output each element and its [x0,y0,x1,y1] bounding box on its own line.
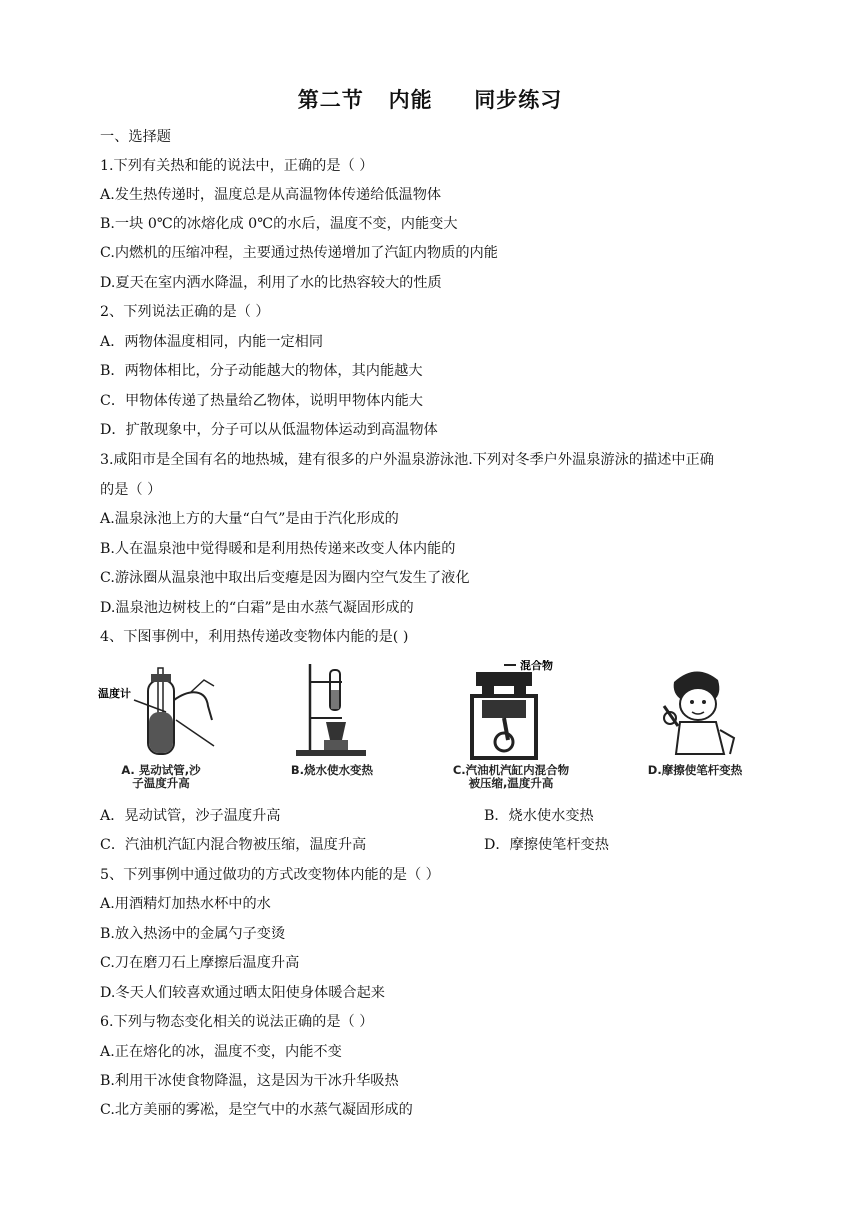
q5-option-c: C.刀在磨刀石上摩擦后温度升高 [100,955,300,971]
q2-option-d: D．扩散现象中，分子可以从低温物体运动到高温物体 [100,422,438,438]
q4-option-a: A．晃动试管，沙子温度升高 [100,808,281,824]
burner-stand-illustration [272,660,392,760]
boy-pen-illustration [630,660,760,760]
figure-c-engine-cylinder [436,660,586,800]
figure-a-caption-line2: 子温度升高 [132,776,190,790]
page-title: 第二节 内能 同步练习 [297,88,563,112]
mixture-label: 混合物 [520,660,553,672]
q3-stem-line1: 3.咸阳市是全国有名的地热城，建有很多的户外温泉游泳池.下列对冬季户外温泉游泳的描述中正确 [100,452,714,468]
figure-b-caption [268,764,396,777]
q5-option-a: A.用酒精灯加热水杯中的水 [100,896,271,912]
q3-option-b: B.人在温泉池中觉得暖和是利用热传递来改变人体内能的 [100,541,456,557]
q3-option-c: C.游泳圈从温泉池中取出后变瘪是因为圈内空气发生了液化 [100,570,470,586]
q6-stem: 6.下列与物态变化相关的说法正确的是（ ） [100,1014,374,1030]
q3-option-a: A.温泉泳池上方的大量“白气”是由于汽化形成的 [100,511,399,527]
q5-option-d: D.冬天人们较喜欢通过晒太阳使身体暖合起来 [100,985,385,1001]
figure-c-caption-line2: 被压缩,温度升高 [468,776,554,790]
q1-option-b: B.一块 0℃的冰熔化成 0℃的水后，温度不变，内能变大 [100,216,458,232]
q4-option-c: C．汽油机汽缸内混合物被压缩，温度升高 [100,837,367,853]
figure-a-caption-line1: A. 晃动试管,沙 [121,763,201,777]
q1-option-d: D.夏天在室内洒水降温，利用了水的比热容较大的性质 [100,275,442,291]
section-heading: 一、选择题 [100,129,171,145]
q4-option-b: B．烧水使水变热 [484,808,594,824]
q2-option-b: B．两物体相比，分子动能越大的物体，其内能越大 [100,363,423,379]
figure-c-caption-line1: C.汽油机汽缸内混合物 [452,763,570,777]
figure-d-caption-line1: D.摩擦使笔杆变热 [647,763,743,777]
q6-option-c: C.北方美丽的雾凇，是空气中的水蒸气凝固形成的 [100,1102,413,1118]
q1-option-c: C.内燃机的压缩冲程，主要通过热传递增加了汽缸内物质的内能 [100,245,498,261]
q3-option-d: D.温泉池边树枝上的“白霜”是由水蒸气凝固形成的 [100,600,414,616]
q1-stem: 1.下列有关热和能的说法中，正确的是（ ） [100,158,374,174]
q5-stem: 5、下列事例中通过做功的方式改变物体内能的是（ ） [100,867,440,883]
figure-b-caption-line1: B.烧水使水变热 [290,763,374,777]
q2-option-c: C．甲物体传递了热量给乙物体，说明甲物体内能大 [100,393,423,409]
q4-option-d: D．摩擦使笔杆变热 [484,837,609,853]
q1-option-a: A.发生热传递时，温度总是从高温物体传递给低温物体 [100,187,442,203]
q6-option-b: B.利用干冰使食物降温，这是因为干冰升华吸热 [100,1073,399,1089]
cylinder-illustration [436,660,586,760]
q4-stem: 4、下图事例中，利用热传递改变物体内能的是( ) [100,629,409,645]
figure-d-caption [624,764,766,777]
q3-stem-line2: 的是（ ） [100,482,162,498]
figure-b-boiling-water [272,660,392,800]
test-tube-illustration [96,660,226,760]
q5-option-b: B.放入热汤中的金属勺子变烫 [100,926,286,942]
q2-option-a: A．两物体温度相同，内能一定相同 [100,334,324,350]
figure-c-caption [432,764,590,790]
figure-a-caption [96,764,226,790]
thermometer-label: 温度计 [98,687,131,700]
figure-a-test-tube [96,660,226,800]
figure-d-rubbing-pen [630,660,760,800]
q6-option-a: A.正在熔化的冰，温度不变，内能不变 [100,1044,342,1060]
q2-stem: 2、下列说法正确的是（ ） [100,304,270,320]
